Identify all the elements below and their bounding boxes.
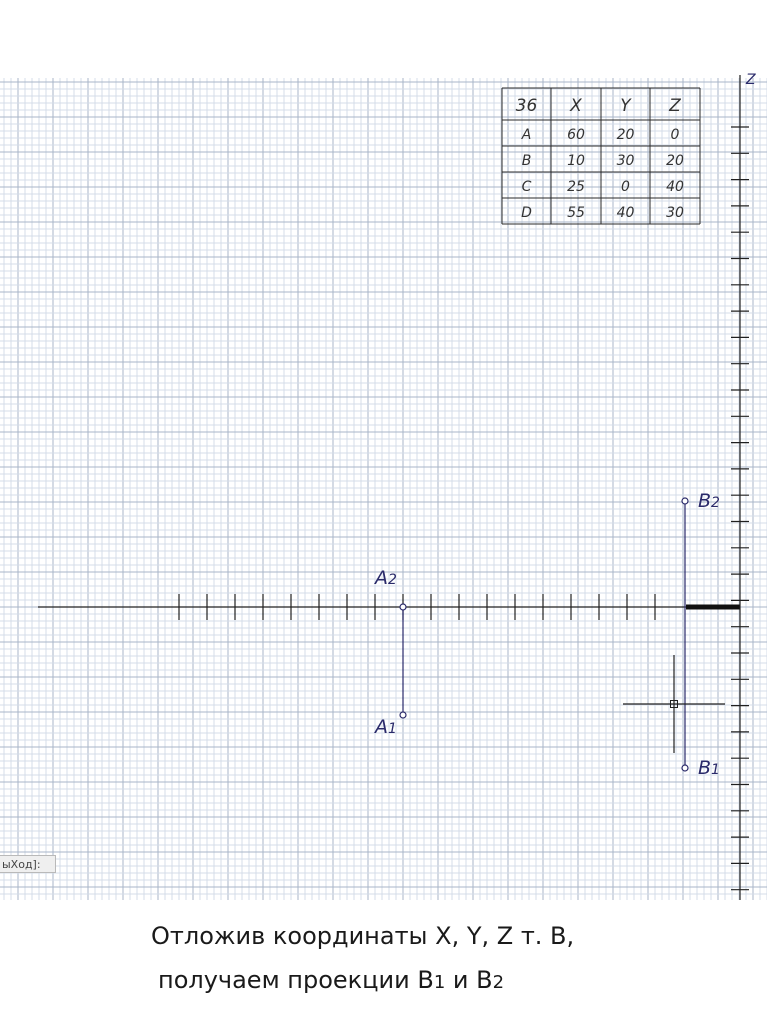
table-cell: 60 [567,127,585,143]
x-axis-highlight [686,605,740,610]
label-a2: A2 [375,567,397,589]
table-cell: 0 [670,127,680,143]
table-cell: 30 [616,153,635,169]
label-b1: B1 [698,757,720,779]
caption-line-2 [158,966,504,994]
table-header-cell: X [570,96,582,116]
label-a1: A1 [375,716,397,738]
point-b2[interactable] [682,498,688,504]
z-axis-label: Z [746,72,756,88]
table-cell: 25 [567,179,585,195]
caption-line-2-text: получаем проекции B [158,966,434,994]
table-cell: 40 [616,205,635,221]
table-cell: C [521,179,532,195]
point-a2[interactable] [400,604,406,610]
table-cell: 10 [567,153,585,169]
table-cell: 20 [616,127,635,143]
table-cell: A [521,127,532,143]
point-b1[interactable] [682,765,688,771]
caption-subscript-1: 1 [433,972,446,993]
table-header-cell: Z [669,96,681,116]
command-line[interactable]: ыХод]: [0,855,56,873]
table-cell: B [521,153,532,169]
label-b2: B2 [698,490,720,512]
table-cell: 0 [621,179,630,195]
table-header-cell: Y [620,96,631,116]
table-cell: 30 [666,205,684,221]
caption-line-2-mid: и B [445,966,493,994]
table-cell: 40 [666,179,684,195]
table-cell: 20 [666,153,684,169]
caption-subscript-2: 2 [492,972,505,993]
caption-line-1: Отложив координаты X, Y, Z т. B, [151,922,575,950]
point-a1[interactable] [400,712,406,718]
table-header-cell: 36 [515,96,538,116]
table-cell: 55 [567,205,585,221]
table-cell: D [521,205,532,221]
